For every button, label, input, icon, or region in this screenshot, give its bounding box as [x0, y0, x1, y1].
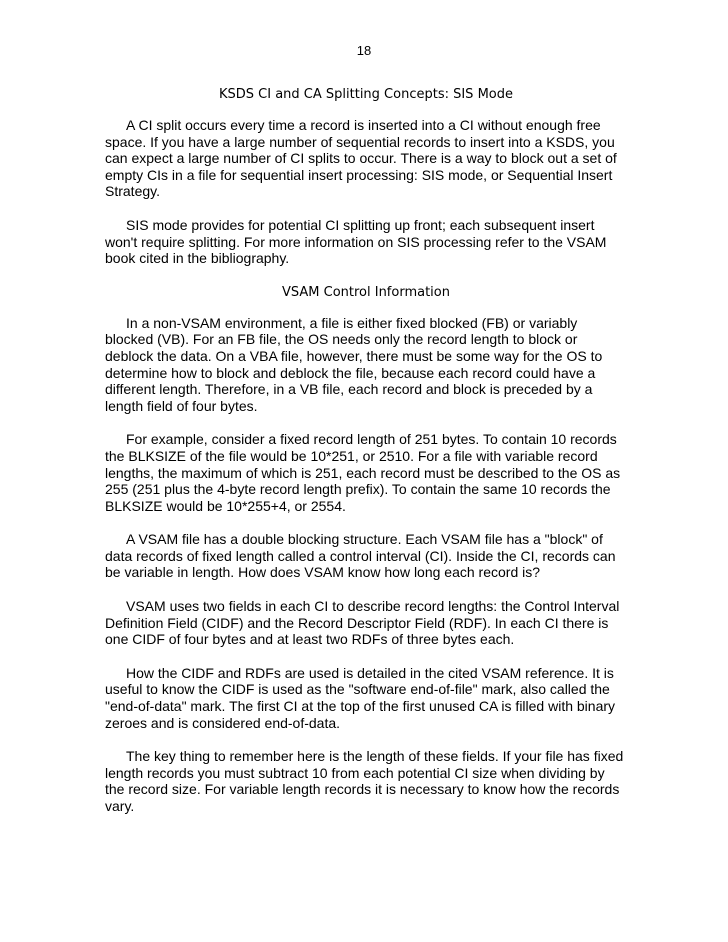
- paragraph: A VSAM file has a double blocking structure. Each VSAM file has a "block" of data records of fixed length called a control interval (CI). Inside the CI, records can be variable in length. How does VSAM know how long each record is?: [105, 531, 616, 581]
- page-number: 18: [356, 43, 372, 58]
- paragraph: For example, consider a fixed record length of 251 bytes. To contain 10 records the BLKSIZE of the file would be 10*251, or 2510. For a file with variable record lengths, the maximum of which is 251, each record must be described to the OS as 255 (251 plus the 4-byte record length prefix). To contain the same 10 records the BLKSIZE would be 10*255+4, or 2554.: [105, 431, 621, 514]
- paragraph: SIS mode provides for potential CI splitting up front; each subsequent insert won't require splitting. For more information on SIS processing refer to the VSAM book cited in the bibliography.: [105, 216, 607, 267]
- section-heading-vsam-control-information: VSAM Control Information: [281, 284, 450, 300]
- paragraph: The key thing to remember here is the length of these fields. If your file has fixed length records you must subtract 10 from each potential CI size when dividing by the record size. For variable length records it is necessary to know how the records vary.: [105, 748, 624, 814]
- document-body: [105, 86, 627, 815]
- section-heading-sis-mode: KSDS CI and CA Splitting Concepts: SIS Mode: [218, 87, 513, 102]
- paragraph: In a non-VSAM environment, a file is either fixed blocked (FB) or variably blocked (VB). For an FB file, the OS needs only the record length to block or deblock the data. On a VBA file, however, there must be some way for the OS to determine how to block and deblock the file, because each record could have a different length. Therefore, in a VB file, each record and block is preceded by a length field of four bytes.: [105, 314, 603, 414]
- paragraph: VSAM uses two fields in each CI to describe record lengths: the Control Interval Definition Field (CIDF) and the Record Descriptor Field (RDF). In each CI there is one CIDF of four bytes and at least two RDFs of three bytes each.: [105, 598, 620, 648]
- paragraph: How the CIDF and RDFs are used is detailed in the cited VSAM reference. It is useful to know the CIDF is used as the "software end-of-file" mark, also called the "end-of-data" mark. The first CI at the top of the first unused CA is filled with binary zeroes and is considered end-of-data.: [105, 664, 616, 731]
- paragraph: A CI split occurs every time a record is inserted into a CI without enough free space. If you have a large number of sequential records to insert into a KSDS, you can expect a large number of CI splits to occur. There is a way to block out a set of empty CIs in a file for sequential insert processing: SIS mode, or Sequential Insert Strategy.: [105, 117, 617, 200]
